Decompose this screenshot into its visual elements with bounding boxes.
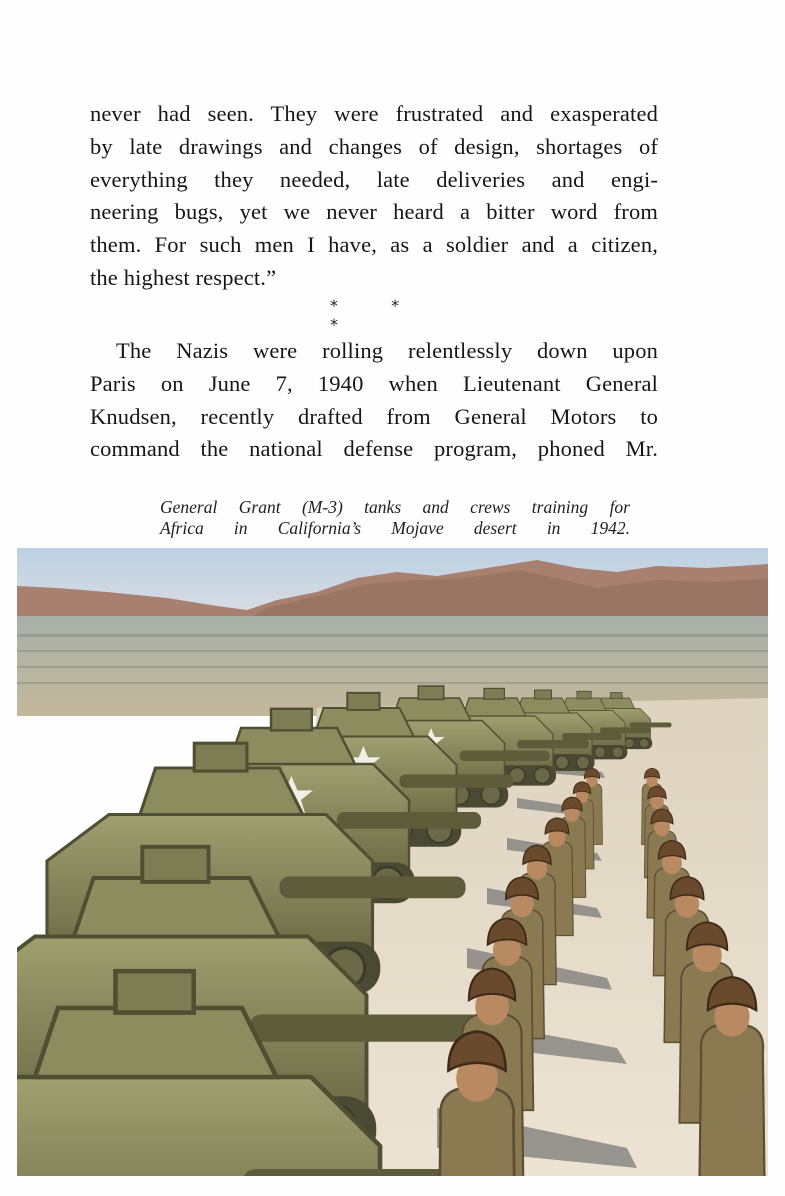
text-line: never had seen. They were frustrated and exasperated xyxy=(90,101,658,126)
text-line: everything they needed, late deliveries and engi- xyxy=(90,166,658,192)
text-line: the highest respect.” xyxy=(90,264,277,290)
body-paragraph-2 xyxy=(90,335,658,466)
text-line: neering bugs, yet we never heard a bitter word from xyxy=(90,199,658,225)
text-line: Knudsen, recently drafted from General Motors to xyxy=(90,403,658,429)
text-line: The Nazis were rolling relentlessly down upon xyxy=(116,338,658,363)
text-line: by late drawings and changes of design, shortages of xyxy=(90,133,658,159)
caption-line: Africa in California’s Mojave desert in 1942. xyxy=(160,518,630,538)
photo-illustration xyxy=(17,548,768,1176)
photo-caption xyxy=(160,497,630,539)
body-paragraph-1 xyxy=(90,98,658,295)
caption-line: General Grant (M-3) tanks and crews training for xyxy=(160,497,630,517)
text-line: Paris on June 7, 1940 when Lieutenant General xyxy=(90,370,658,396)
tank-crews-photo xyxy=(17,548,768,1176)
section-separator: * * * xyxy=(330,296,424,334)
soldier xyxy=(438,1032,516,1176)
soldier xyxy=(699,977,765,1176)
text-line: command the national defense program, phoned Mr. xyxy=(90,436,658,462)
text-line: them. For such men I have, as a soldier and a citizen, xyxy=(90,232,658,258)
